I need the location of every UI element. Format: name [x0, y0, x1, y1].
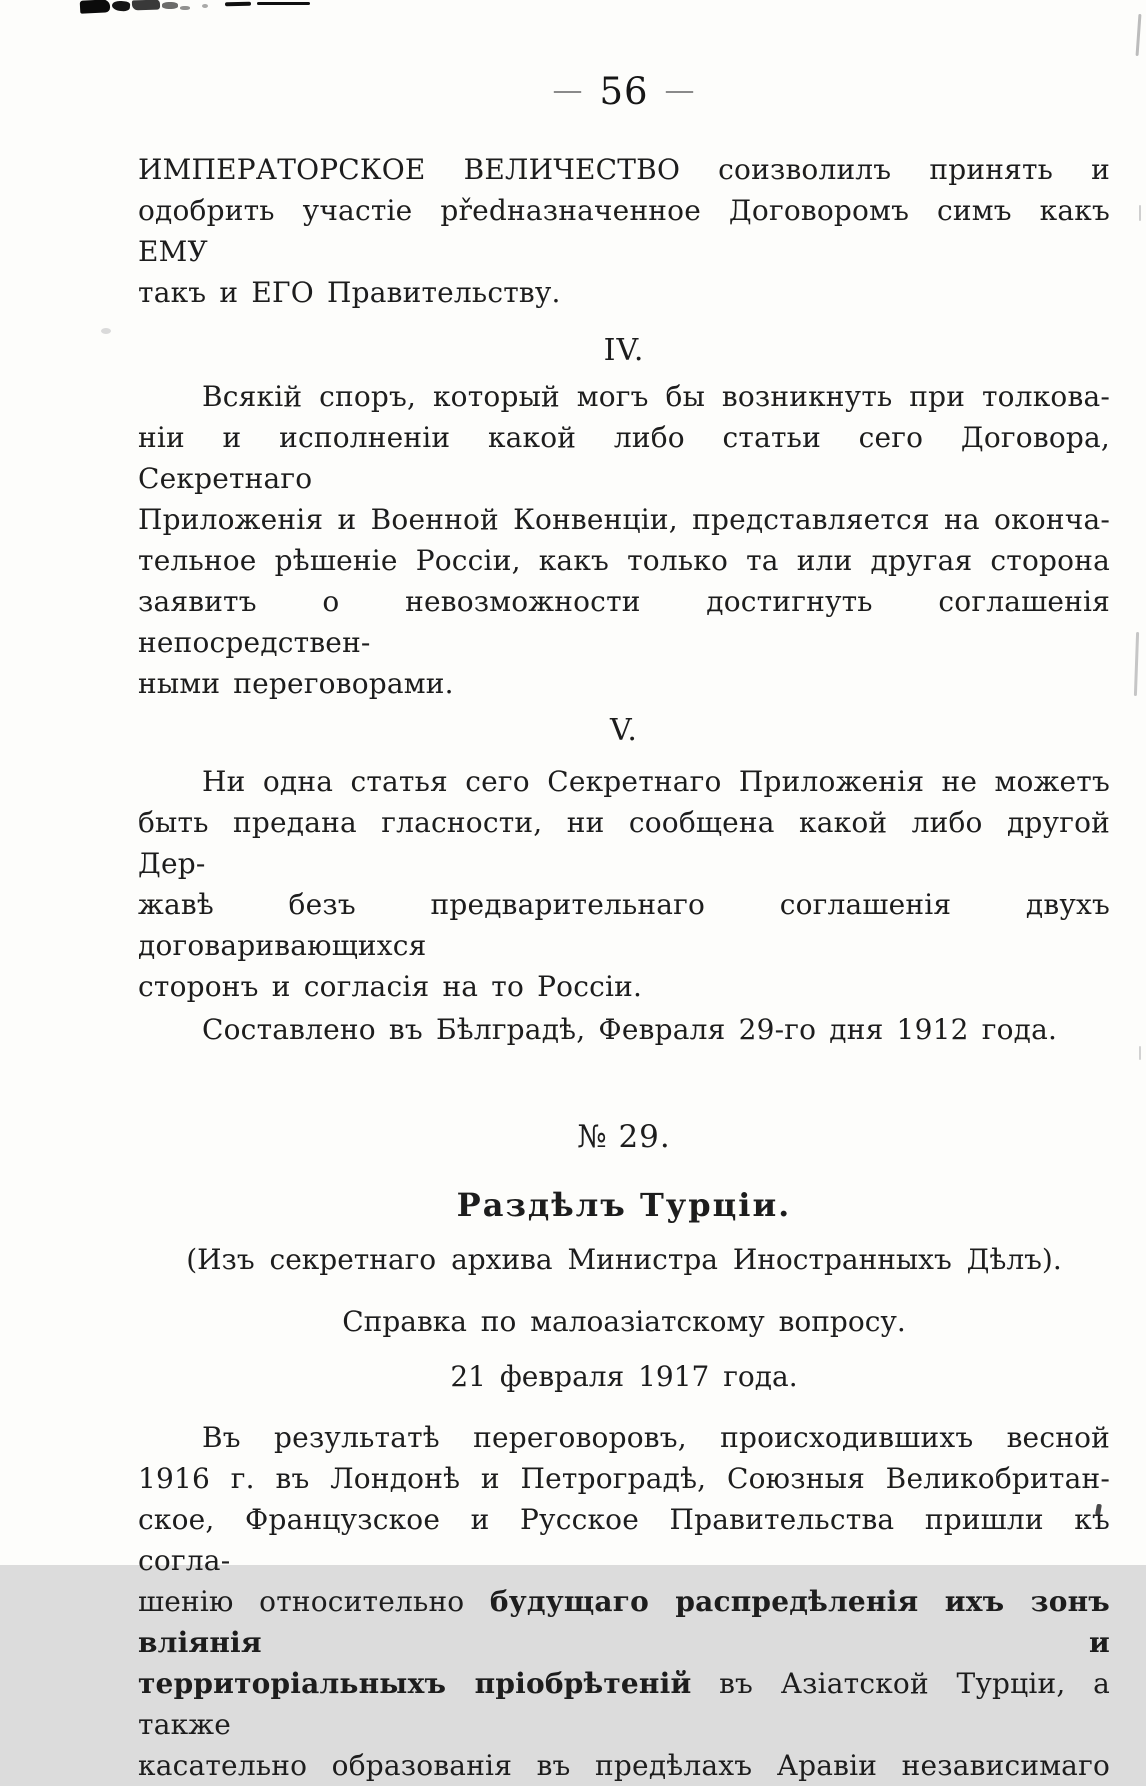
paragraph-body: [138, 1417, 1110, 1786]
text-run: ніи и исполненіи какой либо статьи сего Договора, Секретнаго: [138, 421, 1110, 495]
document-content: [138, 0, 1110, 1786]
text-line: [138, 1581, 1110, 1663]
ink-smudge: [80, 0, 111, 14]
page-edge-mark: [1139, 1046, 1141, 1060]
page-edge-mark: [1139, 205, 1141, 221]
text-run: касательно образованія въ предѣлахъ Аравіи независимаго: [138, 1749, 1110, 1782]
document-title: Раздѣлъ Турціи.: [456, 1186, 792, 1224]
ink-speck: [101, 328, 111, 334]
text-run: Составлено въ Бѣлградѣ, Февраля 29-го дня 1912 года.: [202, 1013, 1058, 1046]
ink-smudge: [112, 0, 131, 12]
signature-line: [138, 1009, 1110, 1050]
text-line: [138, 272, 1110, 313]
paragraph-article-iv: [138, 376, 1110, 704]
text-run: ными переговорами.: [138, 667, 454, 700]
bold-text-run: территоріальныхъ пріобрѣтеній: [138, 1667, 692, 1700]
text-line: [138, 376, 1110, 417]
text-line: [138, 499, 1110, 540]
text-run: быть предана гласности, ни сообщена какой либо другой Дер-: [138, 806, 1110, 880]
text-line: [138, 1663, 1110, 1745]
text-run: Всякій споръ, который могъ бы возникнуть при толкова-: [202, 380, 1110, 413]
document-source-line: (Изъ секретнаго архива Министра Иностранныхъ Дѣлъ).: [186, 1243, 1062, 1276]
text-line: [138, 190, 1110, 272]
text-line: [138, 1745, 1110, 1786]
text-run: одобрить участіе předназначенное Договоромъ симъ какъ ЕМУ: [138, 194, 1110, 268]
text-line: [138, 1417, 1110, 1458]
text-line: [138, 1009, 1110, 1050]
page-number: [138, 70, 1110, 113]
section-heading-iv: IV.: [603, 333, 645, 368]
paragraph-continuation: [138, 149, 1110, 313]
document-number-heading: № 29.: [577, 1119, 671, 1155]
text-line: [138, 663, 1110, 704]
text-line: [138, 149, 1110, 190]
text-run: заявитъ о невозможности достигнуть соглашенія непосредствен-: [138, 585, 1110, 659]
text-line: [138, 581, 1110, 663]
page-number-dash: —: [664, 73, 696, 108]
page-edge-mark: [1134, 632, 1139, 696]
text-run: ИМПЕРАТОРСКОЕ ВЕЛИЧЕСТВО соизволилъ принять и: [138, 153, 1110, 186]
bold-text-run: будущаго распредѣленія ихъ зонъ вліянія и: [138, 1585, 1110, 1659]
page-number-value: 56: [599, 70, 649, 113]
text-run: сторонъ и согласія на то Россіи.: [138, 970, 643, 1003]
page-edge-mark: [1136, 14, 1142, 56]
text-line: [138, 540, 1110, 581]
section-heading-v: V.: [610, 713, 638, 748]
text-run: шенію относительно: [138, 1585, 490, 1618]
text-run: Ни одна статья сего Секретнаго Приложенія не можетъ: [202, 765, 1110, 798]
text-run: такъ и ЕГО Правительству.: [138, 276, 561, 309]
text-run: въ Азіатской Турціи, а также: [138, 1667, 1110, 1741]
text-line: [138, 761, 1110, 802]
text-line: [138, 1458, 1110, 1499]
text-run: Приложенія и Военной Конвенціи, представляется на оконча-: [138, 503, 1110, 536]
paragraph-article-v: [138, 761, 1110, 1007]
text-line: [138, 417, 1110, 499]
text-run: Въ результатѣ переговоровъ, происходившихъ весной: [202, 1421, 1110, 1454]
text-run: жавѣ безъ предварительнаго соглашенія двухъ договаривающихся: [138, 888, 1110, 962]
text-line: [138, 966, 1110, 1007]
text-line: [138, 884, 1110, 966]
text-run: тельное рѣшеніе Россіи, какъ только та или другая сторона: [138, 544, 1110, 577]
text-line: [138, 802, 1110, 884]
page-number-dash: —: [552, 73, 584, 108]
text-line: [138, 1499, 1110, 1581]
document-subtitle: Справка по малоазіатскому вопросу.: [342, 1305, 906, 1338]
document-date: 21 февраля 1917 года.: [450, 1360, 798, 1393]
text-run: ское, Французское и Русское Правительства пришли къ согла-: [138, 1503, 1110, 1577]
text-run: 1916 г. въ Лондонѣ и Петроградѣ, Союзныя Великобритан-: [138, 1462, 1110, 1495]
